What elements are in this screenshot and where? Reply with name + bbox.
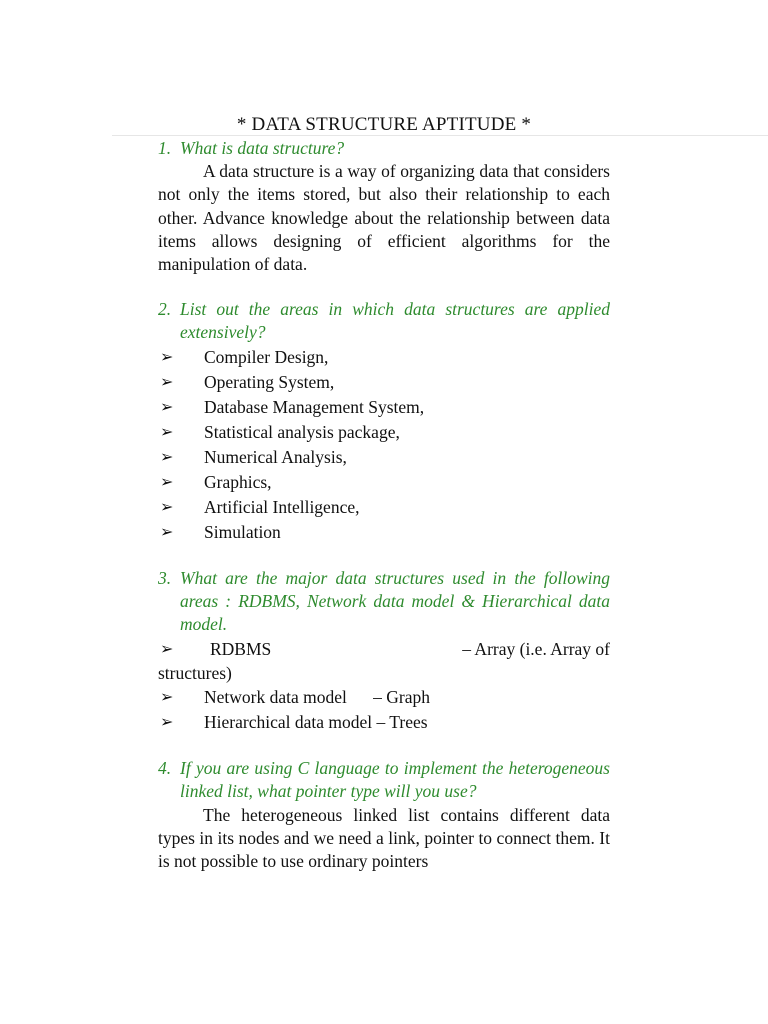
list-item: ➢ Numerical Analysis, <box>158 445 610 470</box>
question-2 <box>158 298 610 344</box>
rdbms-value: – Array (i.e. Array of <box>462 639 610 660</box>
list-item: ➢ Simulation <box>158 520 610 545</box>
list-item-network: ➢ Network data model – Graph <box>158 685 610 710</box>
arrow-bullet-icon: ➢ <box>160 641 174 659</box>
document-title: * DATA STRUCTURE APTITUDE * <box>236 114 532 135</box>
question-text: List out the areas in which data structures are applied extensively? <box>180 299 610 343</box>
question-3 <box>158 567 610 637</box>
list-item-hierarchical: ➢ Hierarchical data model – Trees <box>158 710 610 735</box>
arrow-bullet-icon: ➢ <box>160 689 174 707</box>
arrow-bullet-icon: ➢ <box>160 448 174 466</box>
areas-list <box>158 345 610 545</box>
document-body <box>158 137 610 873</box>
question-number: 1. <box>158 138 172 158</box>
question-text: If you are using C language to implement the heterogeneous linked list, what pointer type will you use? <box>180 758 610 802</box>
arrow-bullet-icon: ➢ <box>160 498 174 516</box>
question-1 <box>158 137 610 160</box>
question-number: 4. <box>158 758 172 779</box>
answer-1: A data structure is a way of organizing data that considers not only the items stored, but also their relationship to each other. Advance knowledge about the relationship between data items allows designing of efficient algorithms for the manipulation of data. <box>158 161 610 275</box>
list-item-rdbms <box>158 638 610 662</box>
arrow-bullet-icon: ➢ <box>160 348 174 366</box>
list-item: ➢ Compiler Design, <box>158 345 610 370</box>
rdbms-continuation: structures) <box>158 662 232 683</box>
arrow-bullet-icon: ➢ <box>160 473 174 491</box>
list-item: ➢ Database Management System, <box>158 395 610 420</box>
rdbms-label: RDBMS <box>210 639 272 660</box>
arrow-bullet-icon: ➢ <box>160 423 174 441</box>
question-number: 3. <box>158 567 172 588</box>
arrow-bullet-icon: ➢ <box>160 398 174 416</box>
arrow-bullet-icon: ➢ <box>160 373 174 391</box>
list-item: ➢ Operating System, <box>158 370 610 395</box>
question-text: What are the major data structures used in the following areas : RDBMS, Network data model & Hierarchical data model. <box>180 567 610 635</box>
answer-4: The heterogeneous linked list contains different data types in its nodes and we need a link, pointer to connect them. It is not possible to use ordinary pointers <box>158 804 610 872</box>
question-text: What is data structure? <box>180 138 345 158</box>
list-item: ➢ Statistical analysis package, <box>158 420 610 445</box>
list-item: ➢ Artificial Intelligence, <box>158 495 610 520</box>
question-number: 2. <box>158 299 172 320</box>
question-4 <box>158 757 610 803</box>
arrow-bullet-icon: ➢ <box>160 714 174 732</box>
arrow-bullet-icon: ➢ <box>160 523 174 541</box>
list-item: ➢ Graphics, <box>158 470 610 495</box>
